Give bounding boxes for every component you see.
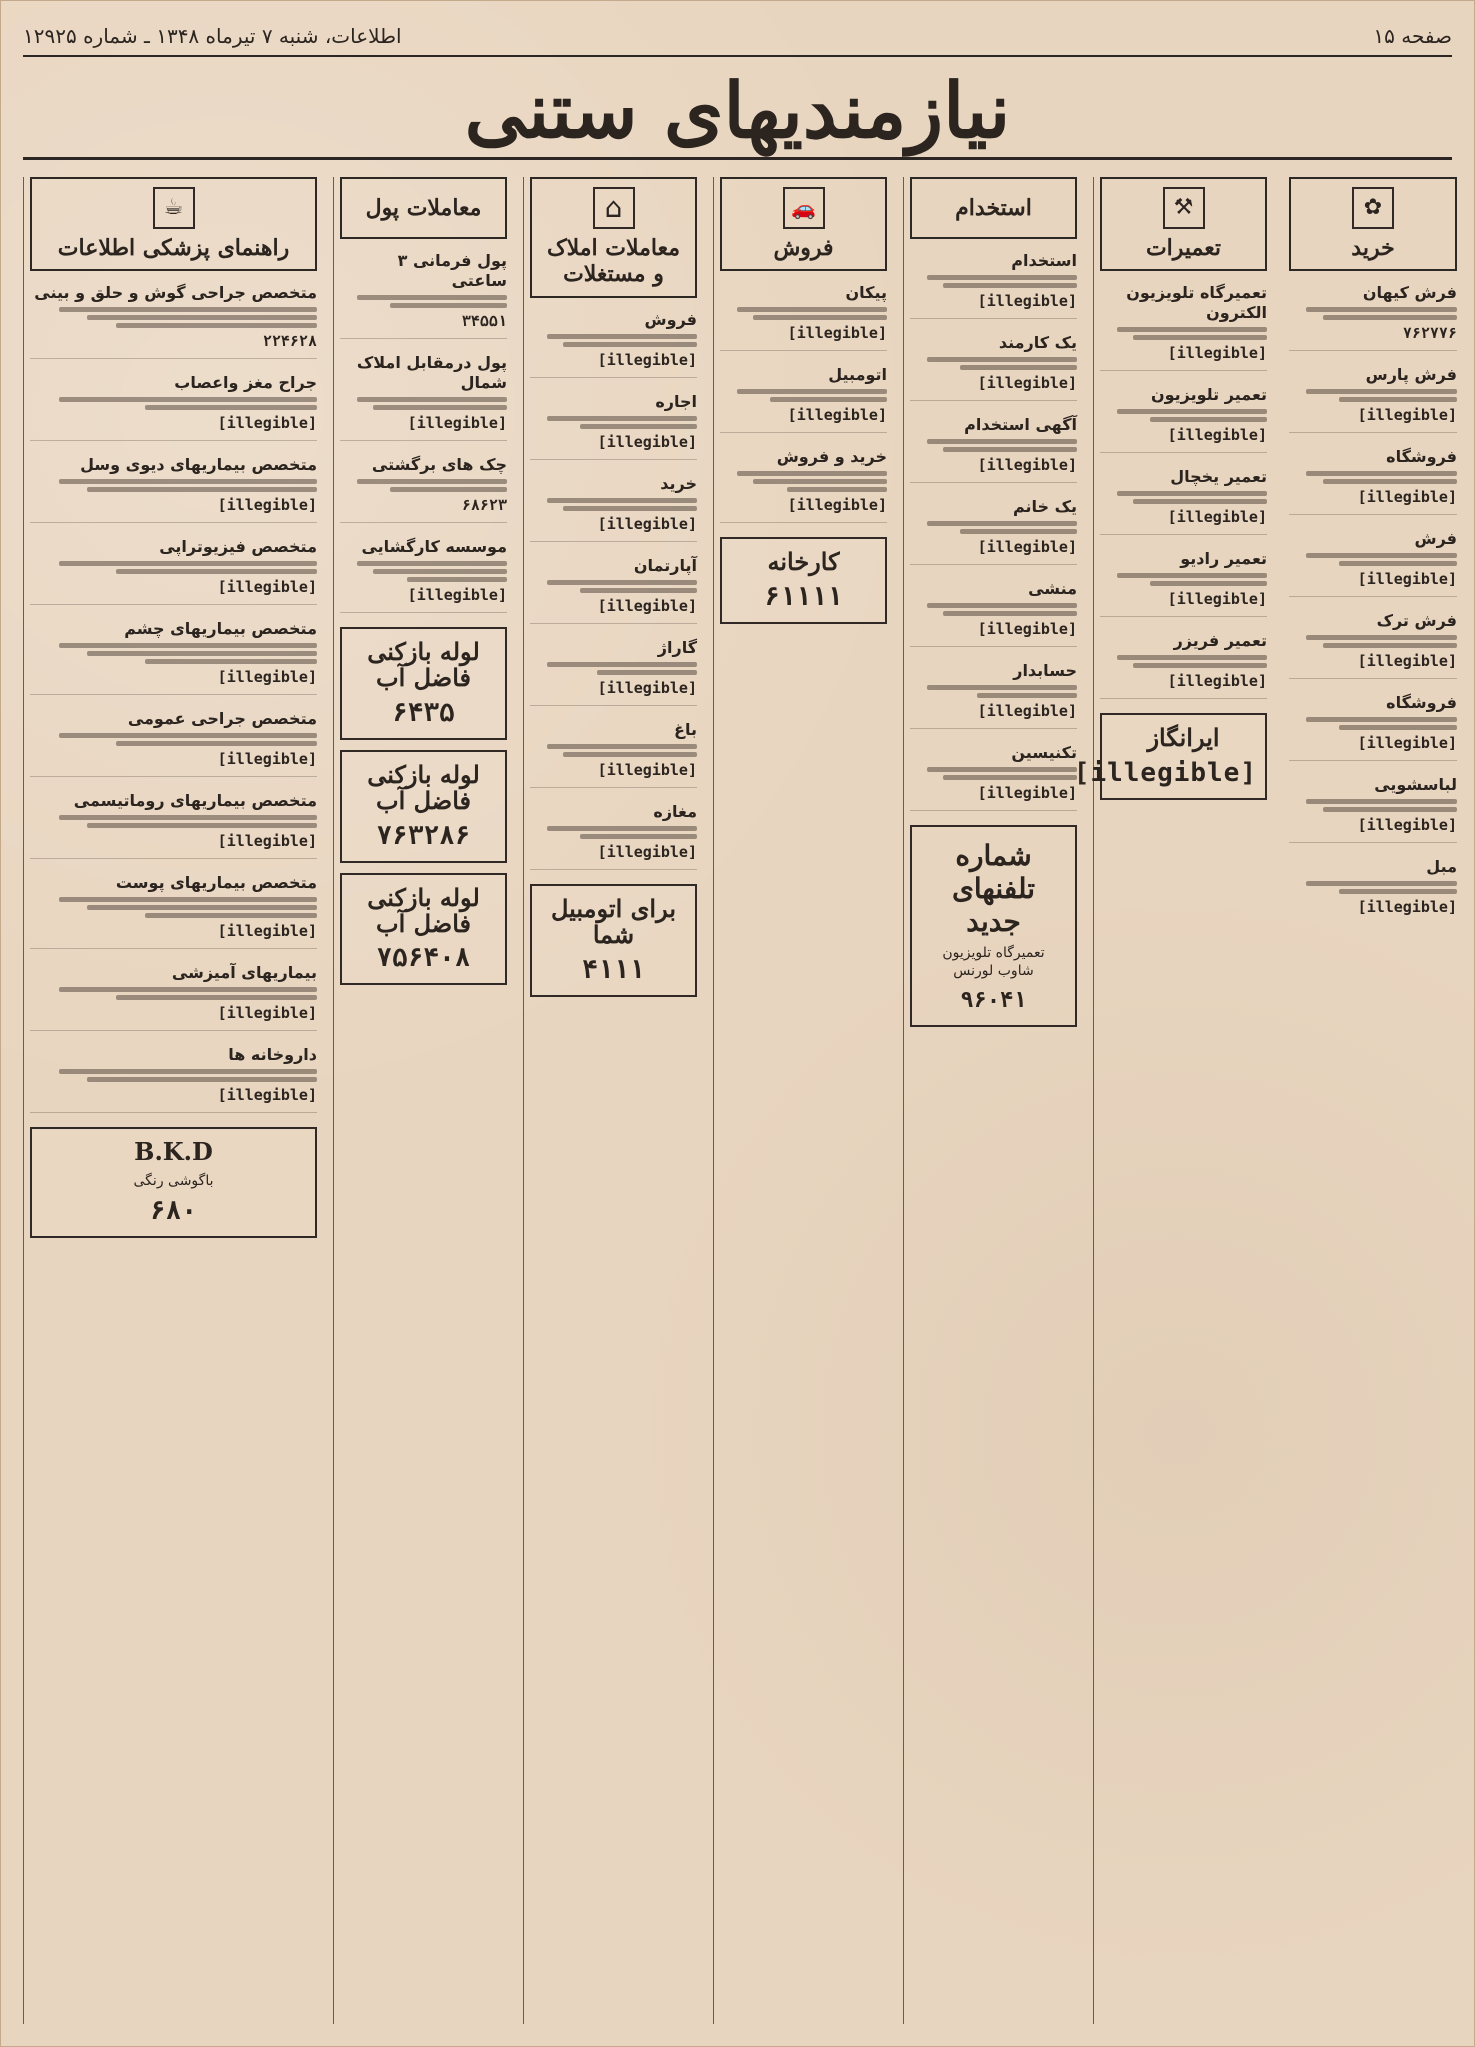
estate-entry-title: مغازه <box>653 801 697 821</box>
tv-repair-subtitle: تعمیرگاه تلویزیون شاوب لورنس <box>942 945 1045 980</box>
repairs-entry-phone: [illegible] <box>1167 508 1267 527</box>
repairs-column <box>1073 177 1273 2024</box>
estate-entry-phone: [illegible] <box>597 678 697 697</box>
medical-entry-lines <box>30 307 317 328</box>
page-label: صفحه ۱۵ <box>1373 24 1452 48</box>
estate-entry-title: آپارتمان <box>633 555 697 575</box>
repairs-entry-phone: [illegible] <box>1167 426 1267 445</box>
medical-entry-phone: [illegible] <box>217 668 317 687</box>
estate-entry-title: فروش <box>644 309 697 329</box>
estate-entry-title: اجاره <box>655 391 697 411</box>
buying-title: خرید <box>1351 235 1395 261</box>
buying-entry-phone: [illegible] <box>1357 652 1457 671</box>
medical-entry-phone: [illegible] <box>217 922 317 941</box>
medical-entry-phone: [illegible] <box>217 1004 317 1023</box>
auto-title: فروش <box>773 235 834 261</box>
estate-entry <box>530 310 697 378</box>
classifieds-columns <box>23 177 1457 2024</box>
auto-owner-ad <box>530 884 697 997</box>
bkd-ad <box>30 1127 317 1238</box>
auto-header <box>720 177 887 271</box>
repairs-entry-title: تعمیر رادیو <box>1180 549 1267 569</box>
estate-entry-phone: [illegible] <box>597 432 697 451</box>
medical-entry-phone: ۲۲۴۶۲۸ <box>262 332 317 351</box>
employment-title: استخدام <box>955 194 1032 221</box>
money-entry <box>340 537 507 613</box>
medical-entry <box>30 1045 317 1113</box>
money-entry-title: چک های برگشتی <box>371 455 507 474</box>
car-icon <box>783 187 825 229</box>
auto-entry-title: اتومبیل <box>828 365 887 385</box>
money-entry-phone: ۶۸۶۲۳ <box>461 496 507 514</box>
auto-entry <box>720 365 887 433</box>
employment-entry-phone: [illegible] <box>977 620 1077 638</box>
employment-column <box>903 177 1083 2024</box>
medical-column <box>23 177 323 2024</box>
repairs-entry-phone: [illegible] <box>1167 344 1267 363</box>
money-entry-title: موسسه کارگشایی <box>361 537 507 556</box>
masthead <box>23 63 1452 160</box>
estate-entry-title: خرید <box>660 473 697 493</box>
buying-entry <box>1289 529 1457 597</box>
repairs-entry-title: تعمیر یخچال <box>1170 467 1267 487</box>
auto-entry <box>720 447 887 523</box>
top-strip <box>23 17 1452 57</box>
buying-entry <box>1289 283 1457 351</box>
repairs-entry-phone: [illegible] <box>1167 590 1267 609</box>
buying-entry-phone: ۷۶۲۷۷۶ <box>1402 324 1457 343</box>
money-entry-title: پول درمقابل املاک شمال <box>356 353 507 392</box>
repairs-entry-title: تعمیر فریزر <box>1173 631 1267 651</box>
buying-entry <box>1289 857 1457 924</box>
money-header <box>340 177 507 239</box>
medical-entry-title: متخصص بیماریهای چشم <box>124 619 317 639</box>
medical-entry-phone: [illegible] <box>217 1086 317 1105</box>
medical-entry <box>30 791 317 859</box>
estate-header <box>530 177 697 298</box>
medical-entry-title: متخصص بیماریهای پوست <box>115 873 317 893</box>
repairs-entry-title: تعمیرگاه تلویزیون الکترون <box>1126 283 1267 323</box>
bkd-subtitle: باگوشی رنگی <box>133 1172 214 1189</box>
repairs-entry <box>1100 467 1267 535</box>
money-entry-phone: [illegible] <box>407 586 507 604</box>
medical-entry-title: داروخانه ها <box>228 1045 317 1065</box>
employment-header <box>910 177 1077 239</box>
buying-entry-title: فرش پارس <box>1365 365 1457 385</box>
repairs-header <box>1100 177 1267 271</box>
employment-entry-title: استخدام <box>1011 251 1077 270</box>
employment-entry <box>910 579 1077 647</box>
buying-entry-phone: [illegible] <box>1357 488 1457 507</box>
auto-entry-title: پیکان <box>845 283 887 303</box>
irangaz-ad <box>1073 713 1267 799</box>
medical-entry <box>30 709 317 777</box>
auto-entry-phone: [illegible] <box>787 496 887 515</box>
auto-entry-phone: [illegible] <box>787 406 887 425</box>
repairs-entry-title: تعمیر تلویزیون <box>1150 385 1267 405</box>
estate-title: معاملات املاک و مستغلات <box>546 235 681 288</box>
medical-entry-title: متخصص جراحی گوش و حلق و بینی <box>34 283 317 303</box>
estate-entry-title: گاراژ <box>657 637 697 657</box>
money-entry-phone: [illegible] <box>407 414 507 432</box>
tv-repair-phone: ۹۶۰۴۱ <box>960 988 1027 1014</box>
auto-owner-phone: ۴۱۱۱ <box>582 954 645 985</box>
money-entry <box>340 455 507 523</box>
estate-entry-phone: [illegible] <box>597 760 697 779</box>
buying-header <box>1289 177 1457 271</box>
buying-entry-title: فرش <box>1414 529 1457 549</box>
estate-entry-phone: [illegible] <box>597 350 697 369</box>
employment-entry-title: یک خانم <box>1012 497 1077 516</box>
repairs-entry <box>1100 385 1267 453</box>
repairs-entry <box>1100 283 1267 371</box>
employment-entry-phone: [illegible] <box>977 702 1077 720</box>
estate-entry-phone: [illegible] <box>597 842 697 861</box>
medical-header <box>30 177 317 271</box>
money-title: معاملات پول <box>365 194 482 221</box>
medical-entry-title: بیماریهای آمیزشی <box>171 963 317 983</box>
medical-entry-phone: [illegible] <box>217 496 317 515</box>
pipe-ad-1 <box>340 627 507 740</box>
estate-entry <box>530 392 697 460</box>
repairs-title: تعمیرات <box>1145 235 1222 261</box>
irangaz-phone: [illegible] <box>1073 757 1257 788</box>
medical-entry-phone: [illegible] <box>217 578 317 597</box>
auto-owner-title: برای اتومبیل شما <box>551 893 676 950</box>
pipe-ad-phone: ۷۶۳۲۸۶ <box>376 820 471 851</box>
estate-column <box>523 177 703 2024</box>
buying-entry-phone: [illegible] <box>1357 734 1457 753</box>
employment-entry-title: آگهی استخدام <box>964 415 1077 434</box>
factory-phone: ۶۱۱۱۱ <box>764 581 843 612</box>
medical-entry-phone: [illegible] <box>217 832 317 851</box>
buying-entry <box>1289 447 1457 515</box>
medical-entry <box>30 283 317 359</box>
medical-title: راهنمای پزشکی اطلاعات <box>57 235 290 261</box>
flower-icon <box>1352 187 1394 229</box>
employment-entry <box>910 497 1077 565</box>
medical-entry <box>30 619 317 695</box>
employment-entry-title: یک کارمند <box>998 333 1077 352</box>
tool-icon <box>1163 187 1205 229</box>
medical-entry-title: جراح مغز واعصاب <box>174 373 317 393</box>
bkd-title: B.K.D <box>134 1137 213 1167</box>
medical-entry <box>30 373 317 441</box>
medical-entry-title: متخصص بیماریهای روماتیسمی <box>73 791 317 811</box>
medical-entry-phone: [illegible] <box>217 750 317 769</box>
house-icon <box>593 187 635 229</box>
buying-entry-title: لباسشویی <box>1374 775 1457 795</box>
employment-entry-phone: [illegible] <box>977 784 1077 802</box>
estate-entry <box>530 556 697 624</box>
medical-entry <box>30 873 317 949</box>
tv-repair-ad <box>910 825 1077 1027</box>
medical-entry-title: متخصص جراحی عمومی <box>127 709 317 729</box>
employment-entry <box>910 415 1077 483</box>
bkd-phone: ۶۸۰ <box>150 1195 197 1226</box>
medical-entry <box>30 537 317 605</box>
repairs-entry <box>1100 549 1267 617</box>
estate-entry-phone: [illegible] <box>597 514 697 533</box>
auto-column <box>713 177 893 2024</box>
buying-entry <box>1289 693 1457 761</box>
pipe-ad-phone: ۶۴۳۵ <box>392 697 455 728</box>
money-entry-title: پول فرمانی ۳ ساعتی <box>397 251 507 290</box>
employment-entry-phone: [illegible] <box>977 538 1077 556</box>
buying-entry-title: فرش کیهان <box>1362 283 1457 303</box>
employment-entry-phone: [illegible] <box>977 292 1077 310</box>
buying-entry-title: فرش ترک <box>1376 611 1457 631</box>
buying-entry-phone: [illegible] <box>1357 898 1457 917</box>
employment-entry <box>910 251 1077 319</box>
pipe-ad-title: لوله بازکنی فاضل آب <box>367 882 480 938</box>
pipe-ad-2 <box>340 750 507 863</box>
buying-entry <box>1289 611 1457 679</box>
buying-entry-title: فروشگاه <box>1386 693 1457 713</box>
auto-entry-phone: [illegible] <box>787 324 887 343</box>
employment-entry <box>910 661 1077 729</box>
buying-entry-phone: [illegible] <box>1357 406 1457 425</box>
medical-entry-title: متخصص فیزیوتراپی <box>159 537 317 557</box>
buying-entry-title: فروشگاه <box>1386 447 1457 467</box>
money-entry <box>340 251 507 339</box>
date-line: اطلاعات، شنبه ۷ تیرماه ۱۳۴۸ ـ شماره ۱۲۹۲۵ <box>23 24 402 48</box>
buying-entry <box>1289 365 1457 433</box>
tv-repair-title: شماره تلفنهای جدید <box>951 839 1036 938</box>
buying-column <box>1283 177 1463 2024</box>
employment-entry-phone: [illegible] <box>977 456 1077 474</box>
estate-entry-phone: [illegible] <box>597 596 697 615</box>
pipe-ad-title: لوله بازکنی فاضل آب <box>367 637 480 693</box>
money-entry <box>340 353 507 441</box>
estate-entry <box>530 474 697 542</box>
estate-entry <box>530 638 697 706</box>
employment-entry-title: تکنیسین <box>1011 743 1077 762</box>
buying-entry-title: مبل <box>1426 857 1457 877</box>
repairs-entry-phone: [illegible] <box>1167 672 1267 691</box>
medical-entry <box>30 455 317 523</box>
employment-entry <box>910 743 1077 811</box>
money-entry-phone: ۳۴۵۵۱ <box>461 312 507 330</box>
medical-entry-phone: [illegible] <box>217 414 317 433</box>
employment-entry <box>910 333 1077 401</box>
cup-icon <box>153 187 195 229</box>
employment-entry-phone: [illegible] <box>977 374 1077 392</box>
buying-entry <box>1289 775 1457 843</box>
money-column <box>333 177 513 2024</box>
factory-ad <box>720 537 887 623</box>
employment-entry-title: منشی <box>1028 579 1077 598</box>
auto-entry-title: خرید و فروش <box>776 447 887 467</box>
pipe-ad-phone: ۷۵۶۴۰۸ <box>376 943 471 974</box>
buying-entry-phone: [illegible] <box>1357 570 1457 589</box>
medical-entry-title: متخصص بیماریهای دیوی وسل <box>80 455 317 475</box>
repairs-entry <box>1100 631 1267 699</box>
buying-entry-phone: [illegible] <box>1357 816 1457 835</box>
estate-entry <box>530 802 697 870</box>
auto-entry <box>720 283 887 351</box>
pipe-ad-title: لوله بازکنی فاضل آب <box>367 759 480 816</box>
factory-title: کارخانه <box>767 547 840 577</box>
masthead-title: نیازمندیهای ستنی <box>464 65 1011 155</box>
estate-entry <box>530 720 697 788</box>
medical-entry <box>30 963 317 1031</box>
irangaz-title: ایرانگاز <box>1147 723 1220 753</box>
pipe-ad-3 <box>340 873 507 986</box>
employment-entry-title: حسابدار <box>1013 661 1077 680</box>
estate-entry-title: باغ <box>674 719 697 739</box>
